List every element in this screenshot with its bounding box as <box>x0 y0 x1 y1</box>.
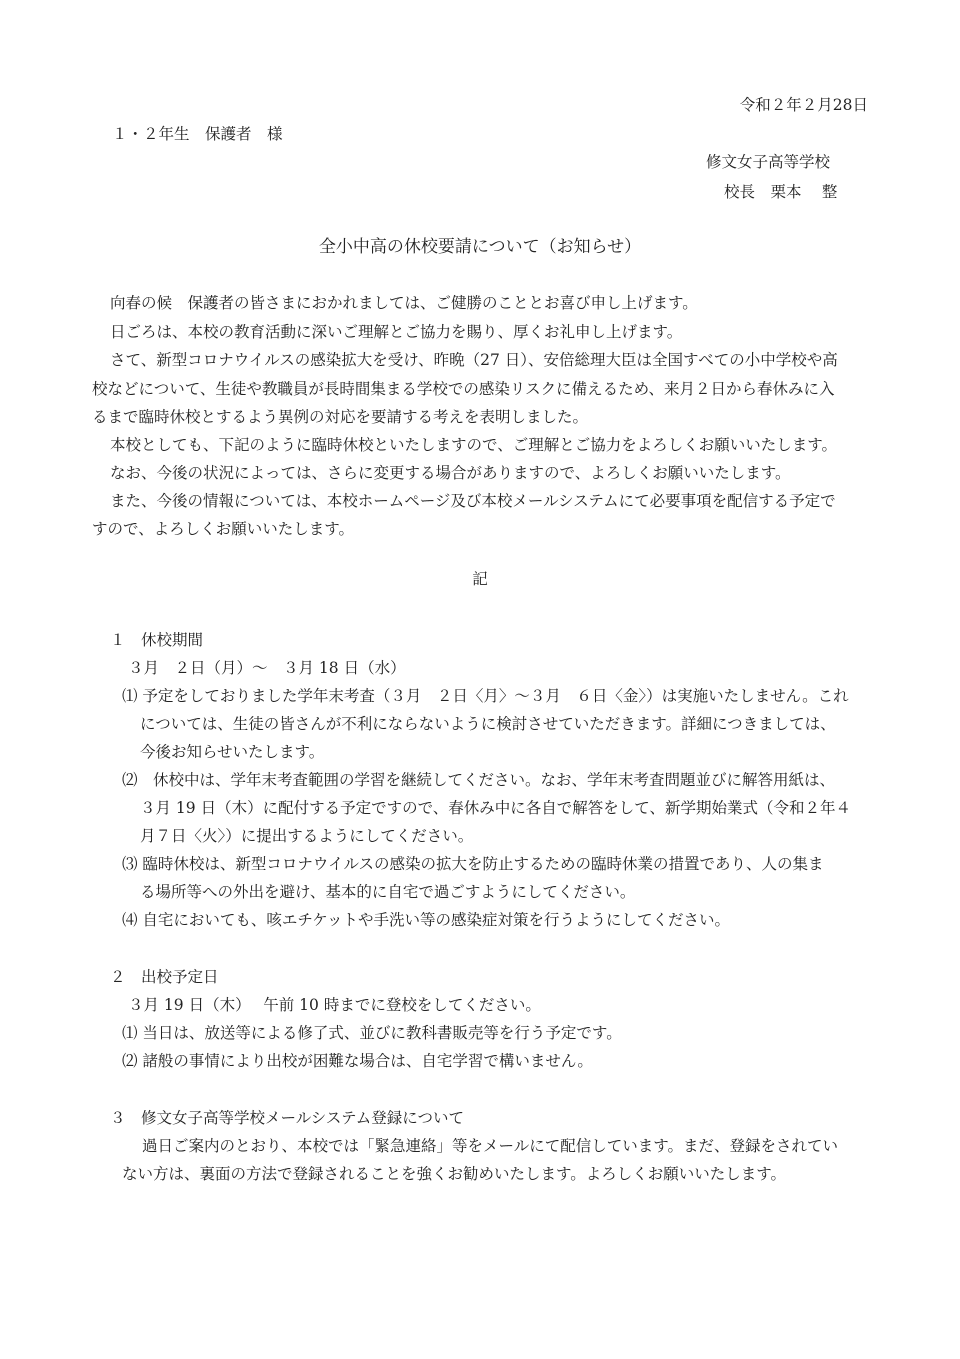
intro-paragraph-line: 日ごろは、本校の教育活動に深いご理解とご協力を賜り、厚くお礼申し上げます。 <box>110 323 683 341</box>
section1-item-line: ⑴ 予定をしておりました学年末考査（３月 ２日〈月〉～３月 ６日〈金〉）は実施いたしません。これ <box>122 687 849 705</box>
section1-item-line: ⑵ 休校中は、学年末考査範囲の学習を継続してください。なお、学年末考査問題並びに解答用紙は、 <box>122 771 836 789</box>
intro-paragraph-line: なお、今後の状況によっては、さらに変更する場合がありますので、よろしくお願いいたします。 <box>110 464 791 482</box>
intro-paragraph-line: すので、よろしくお願いいたします。 <box>92 520 354 538</box>
intro-paragraph-line: さて、新型コロナウイルスの感染拡大を受け、昨晩（27 日）、安倍総理大臣は全国すべての小中学校や高 <box>110 351 838 369</box>
intro-paragraph-line: るまで臨時休校とするよう異例の対応を要請する考えを表明しました。 <box>92 408 589 426</box>
section1-item-line: については、生徒の皆さんが不利にならないように検討させていただきます。詳細につきましては、 <box>140 715 836 733</box>
section2-heading: ２ 出校予定日 <box>110 968 219 986</box>
section3-body-line: ない方は、裏面の方法で登録されることを強くお勧めいたします。よろしくお願いいたします。 <box>122 1165 787 1183</box>
section1-item-line: ⑶ 臨時休校は、新型コロナウイルスの感染の拡大を防止するための臨時休業の措置であり、人の集ま <box>122 855 824 873</box>
intro-paragraph-line: 向春の候 保護者の皆さまにおかれましては、ご健勝のこととお喜び申し上げます。 <box>110 294 698 312</box>
section1-item-line: る場所等への外出を避け、基本的に自宅で過ごすようにしてください。 <box>140 883 636 901</box>
section2-date-line: ３月 19 日（木） 午前 10 時までに登校をしてください。 <box>128 996 541 1014</box>
intro-paragraph-line: 校などについて、生徒や教職員が長時間集まる学校での感染リスクに備えるため、来月２日から春休みに入 <box>92 380 835 398</box>
section1-heading: １ 休校期間 <box>110 631 204 649</box>
intro-paragraph-line: 本校としても、下記のように臨時休校といたしますので、ご理解とご協力をよろしくお願いいたします。 <box>110 436 837 454</box>
section1-item-line: 月７日〈火〉）に提出するようにしてください。 <box>140 827 474 845</box>
section3-body-line: 過日ご案内のとおり、本校では「緊急連絡」等をメールにて配信しています。まだ、登録をされてい <box>142 1137 838 1155</box>
section2-item-line: ⑴ 当日は、放送等による修了式、並びに教科書販売等を行う予定です。 <box>122 1024 622 1042</box>
intro-paragraph-line: また、今後の情報については、本校ホームページ及び本校メールシステムにて必要事項を配信する予定で <box>110 492 836 510</box>
document-date: 令和２年２月28日 <box>739 96 868 114</box>
principal-name: 校長 栗本 整 <box>724 183 838 201</box>
document-title: 全小中高の休校要請について（お知らせ） <box>318 237 642 257</box>
ki-heading: 記 <box>472 570 488 588</box>
school-name: 修文女子高等学校 <box>706 153 831 171</box>
section1-item-line: ⑷ 自宅においても、咳エチケットや手洗い等の感染症対策を行うようにしてください。 <box>122 911 731 929</box>
section1-item-line: ３月 19 日（木）に配付する予定ですので、春休み中に各自で解答をして、新学期始業式（令和２年４ <box>140 799 851 817</box>
section1-period: ３月 ２日（月）～ ３月 18 日（水） <box>128 659 406 677</box>
section1-item-line: 今後お知らせいたします。 <box>140 743 325 761</box>
recipient: １・２年生 保護者 様 <box>112 125 283 143</box>
section2-item-line: ⑵ 諸般の事情により出校が困難な場合は、自宅学習で構いません。 <box>122 1052 593 1070</box>
section3-heading: ３ 修文女子高等学校メールシステム登録について <box>110 1109 464 1127</box>
